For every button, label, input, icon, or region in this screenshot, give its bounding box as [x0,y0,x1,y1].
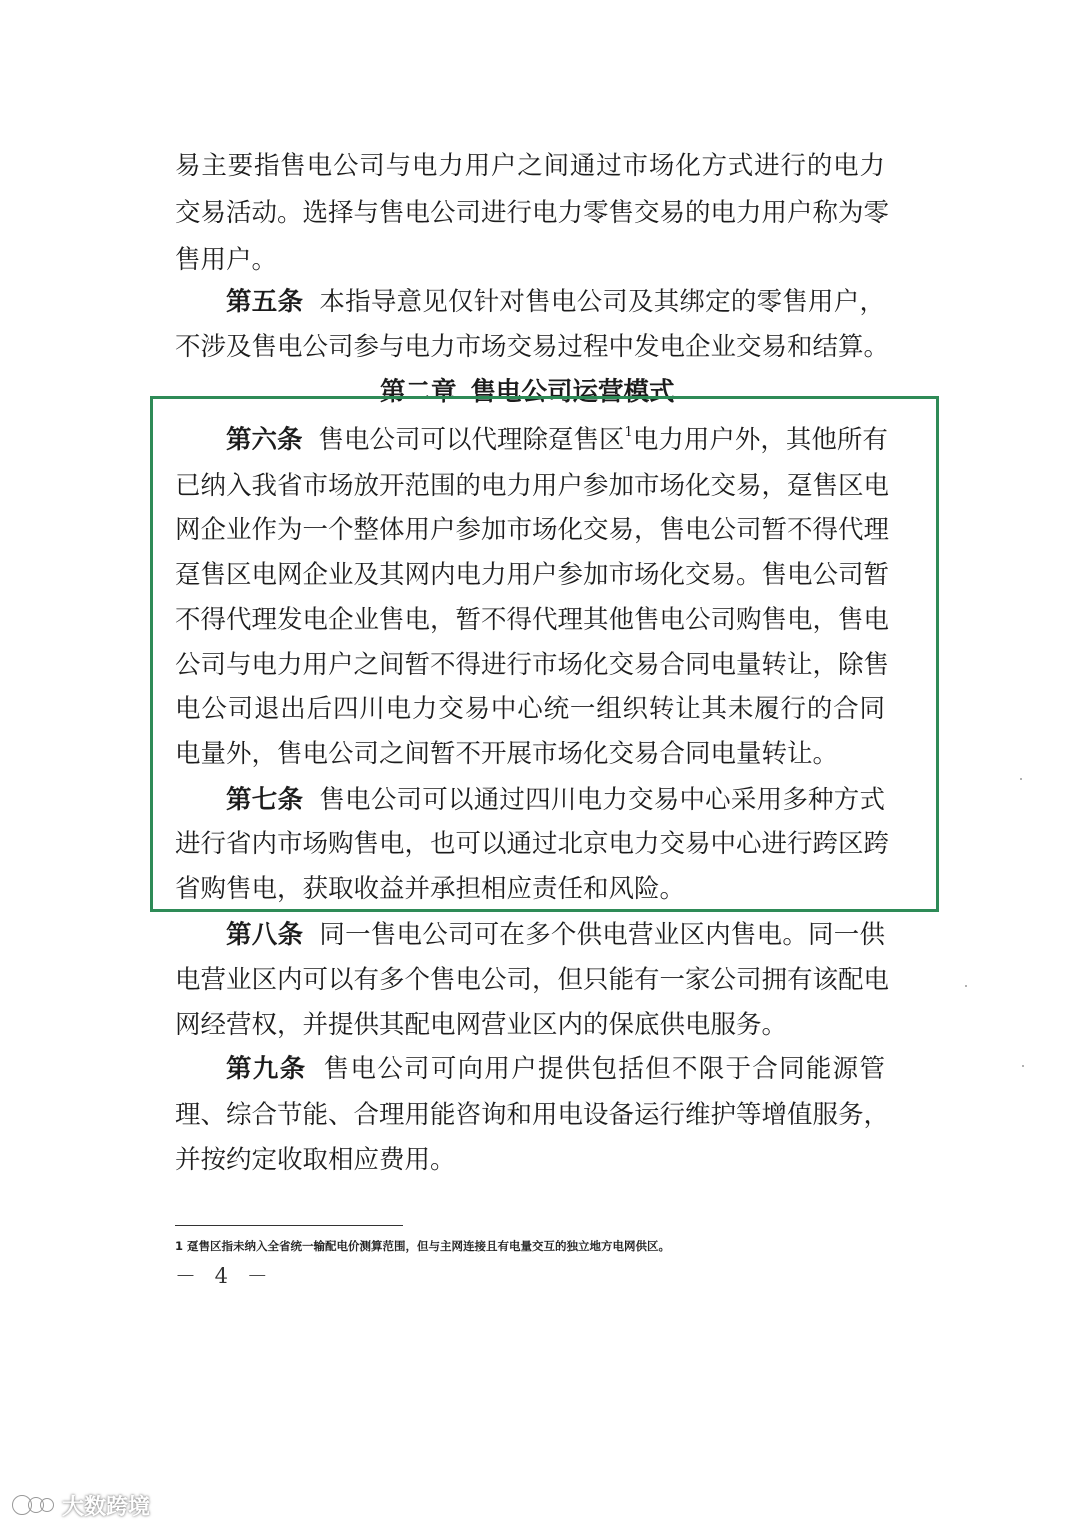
text-line: 售用户。 [175,245,278,275]
article-9-first-line: 第九条 售电公司可向用户提供包括但不限于合同能源管 [226,1054,885,1084]
text-line: 不涉及售电公司参与电力市场交易过程中发电企业交易和结算。 [175,332,890,362]
text-line: 交易活动。选择与售电公司进行电力零售交易的电力用户称为零 [175,198,890,228]
watermark-logo-icon [10,1492,56,1518]
text-line: 易主要指售电公司与电力用户之间通过市场化方式进行的电力 [175,151,885,181]
text-line: 省购售电，获取收益并承担相应责任和风险。 [175,874,686,904]
text-line: 电公司退出后四川电力交易中心统一组织转让其未履行的合同 [175,694,885,724]
text-line: 电量外，售电公司之间暂不开展市场化交易合同电量转让。 [175,739,839,769]
text-line: 网企业作为一个整体用户参加市场化交易，售电公司暂不得代理 [175,515,890,545]
chapter-number: 第二章 [380,377,457,407]
article-6-first-line: 第六条 售电公司可以代理除趸售区$^1$电力用户外，其他所有 [226,425,888,455]
text-line: 公司与电力用户之间暂不得进行市场化交易合同电量转让，除售 [175,650,890,680]
article-8-first-line: 第八条 同一售电公司可在多个供电营业区内售电。同一供 [226,920,885,950]
watermark [10,1490,150,1520]
watermark-text: 大数跨境 [62,1494,151,1520]
highlight-box [150,396,939,912]
text-line: 理、综合节能、合理用能咨询和用电设备运行维护等增值服务， [175,1100,890,1130]
text-line: 并按约定收取相应费用。 [175,1145,456,1175]
text-line: 网经营权，并提供其配电网营业区内的保底供电服务。 [175,1010,788,1040]
article-8-heading: 第八条 [226,920,304,950]
article-9-heading: 第九条 [226,1054,307,1084]
article-6-heading: 第六条 [226,425,303,455]
chapter-title: 售电公司运营模式 [470,377,675,407]
article-5-heading: 第五条 [226,287,304,317]
page-number: － 4 － [175,1264,274,1288]
text-line: 进行省内市场购售电，也可以通过北京电力交易中心进行跨区跨 [175,829,890,859]
article-5-first-line: 第五条 本指导意见仅针对售电公司及其绑定的零售用户， [226,287,885,317]
footnote: 1 趸售区指未纳入全省统一输配电价测算范围，但与主网连接且有电量交互的独立地方电网供区。 [175,1239,671,1253]
text-line: 不得代理发电企业售电，暂不得代理其他售电公司购售电，售电 [175,605,890,635]
footnote-divider [175,1225,403,1226]
text-line: 趸售区电网企业及其网内电力用户参加市场化交易。售电公司暂 [175,560,890,590]
footnote-ref: 1 [624,425,633,440]
article-7-heading: 第七条 [226,785,304,815]
article-7-first-line: 第七条 售电公司可以通过四川电力交易中心采用多种方式 [226,785,885,815]
text-line: 已纳入我省市场放开范围的电力用户参加市场化交易，趸售区电 [175,471,890,501]
text-line: 电营业区内可以有多个售电公司，但只能有一家公司拥有该配电 [175,965,890,995]
